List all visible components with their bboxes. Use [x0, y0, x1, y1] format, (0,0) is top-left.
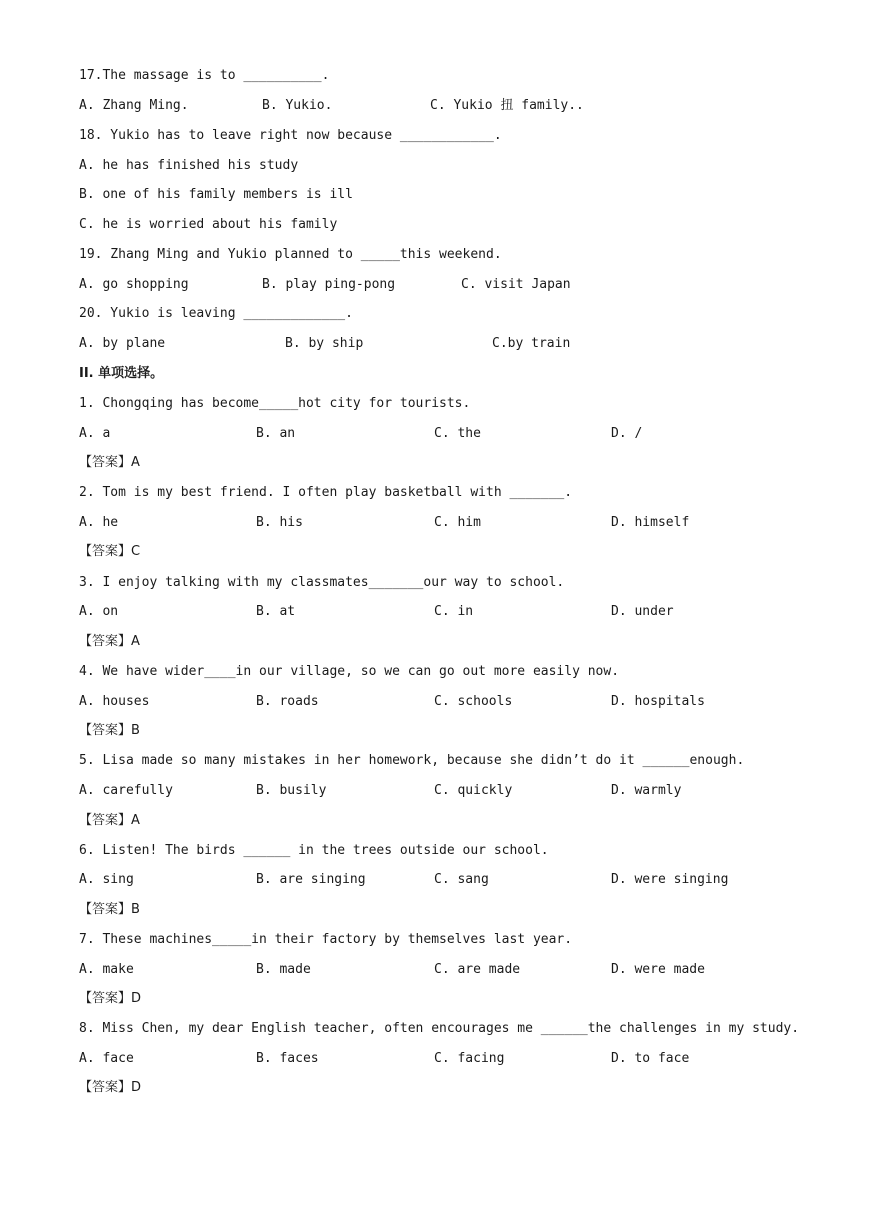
option: A. sing: [79, 872, 134, 887]
option: C. in: [434, 604, 474, 619]
option: B. play ping-pong: [262, 277, 396, 292]
question-1: 1. Chongqing has become_____hot city for tourists.: [79, 396, 471, 411]
answer: 【答案】A: [79, 634, 140, 649]
option: C. Yukio 扭 family..: [430, 98, 584, 113]
question-7: 7. These machines_____in their factory by themselves last year.: [79, 932, 573, 947]
option: B. his: [256, 515, 303, 530]
option: C.by train: [492, 336, 571, 351]
answer: 【答案】A: [79, 813, 140, 828]
section-heading: II. 单项选择。: [79, 366, 164, 381]
option: A. he: [79, 515, 119, 530]
option: D. under: [611, 604, 674, 619]
answer: 【答案】C: [79, 544, 141, 559]
answer: 【答案】B: [79, 902, 140, 917]
option: B. roads: [256, 694, 319, 709]
option: B. one of his family members is ill: [79, 187, 353, 202]
option: C. visit Japan: [461, 277, 571, 292]
option: B. an: [256, 426, 296, 441]
option: C. quickly: [434, 783, 513, 798]
question-3: 3. I enjoy talking with my classmates_______our way to school.: [79, 575, 565, 590]
question-8: 8. Miss Chen, my dear English teacher, often encourages me ______the challenges in my study.: [79, 1021, 800, 1036]
option: B. Yukio.: [262, 98, 333, 113]
option: C. the: [434, 426, 481, 441]
option: A. carefully: [79, 783, 173, 798]
question-6: 6. Listen! The birds ______ in the trees outside our school.: [79, 843, 549, 858]
question-4: 4. We have wider____in our village, so we can go out more easily now.: [79, 664, 620, 679]
option: A. make: [79, 962, 134, 977]
option: B. are singing: [256, 872, 366, 887]
option: C. he is worried about his family: [79, 217, 338, 232]
question-2: 2. Tom is my best friend. I often play basketball with _______.: [79, 485, 573, 500]
option: D. were singing: [611, 872, 729, 887]
option: D. hospitals: [611, 694, 705, 709]
question-19: 19. Zhang Ming and Yukio planned to _____this weekend.: [79, 247, 502, 262]
option: D. /: [611, 426, 643, 441]
option: B. by ship: [285, 336, 364, 351]
option: B. made: [256, 962, 311, 977]
option: B. faces: [256, 1051, 319, 1066]
question-20: 20. Yukio is leaving _____________.: [79, 306, 353, 321]
option: C. are made: [434, 962, 521, 977]
option: A. houses: [79, 694, 150, 709]
option: B. at: [256, 604, 296, 619]
option: D. to face: [611, 1051, 690, 1066]
question-17: 17.The massage is to __________.: [79, 68, 330, 83]
option: C. facing: [434, 1051, 505, 1066]
answer: 【答案】D: [79, 1080, 142, 1095]
answer: 【答案】A: [79, 455, 140, 470]
option: A. go shopping: [79, 277, 189, 292]
option: A. on: [79, 604, 119, 619]
option: A. face: [79, 1051, 134, 1066]
option: C. schools: [434, 694, 513, 709]
option: A. he has finished his study: [79, 158, 299, 173]
option: C. him: [434, 515, 481, 530]
option: A. a: [79, 426, 111, 441]
option: D. were made: [611, 962, 705, 977]
option: D. himself: [611, 515, 690, 530]
option: D. warmly: [611, 783, 682, 798]
question-5: 5. Lisa made so many mistakes in her homework, because she didn’t do it ______enough.: [79, 753, 745, 768]
question-18: 18. Yukio has to leave right now because ____________.: [79, 128, 502, 143]
option: A. Zhang Ming.: [79, 98, 189, 113]
option: B. busily: [256, 783, 327, 798]
option: C. sang: [434, 872, 489, 887]
answer: 【答案】B: [79, 723, 140, 738]
option: A. by plane: [79, 336, 166, 351]
answer: 【答案】D: [79, 991, 142, 1006]
